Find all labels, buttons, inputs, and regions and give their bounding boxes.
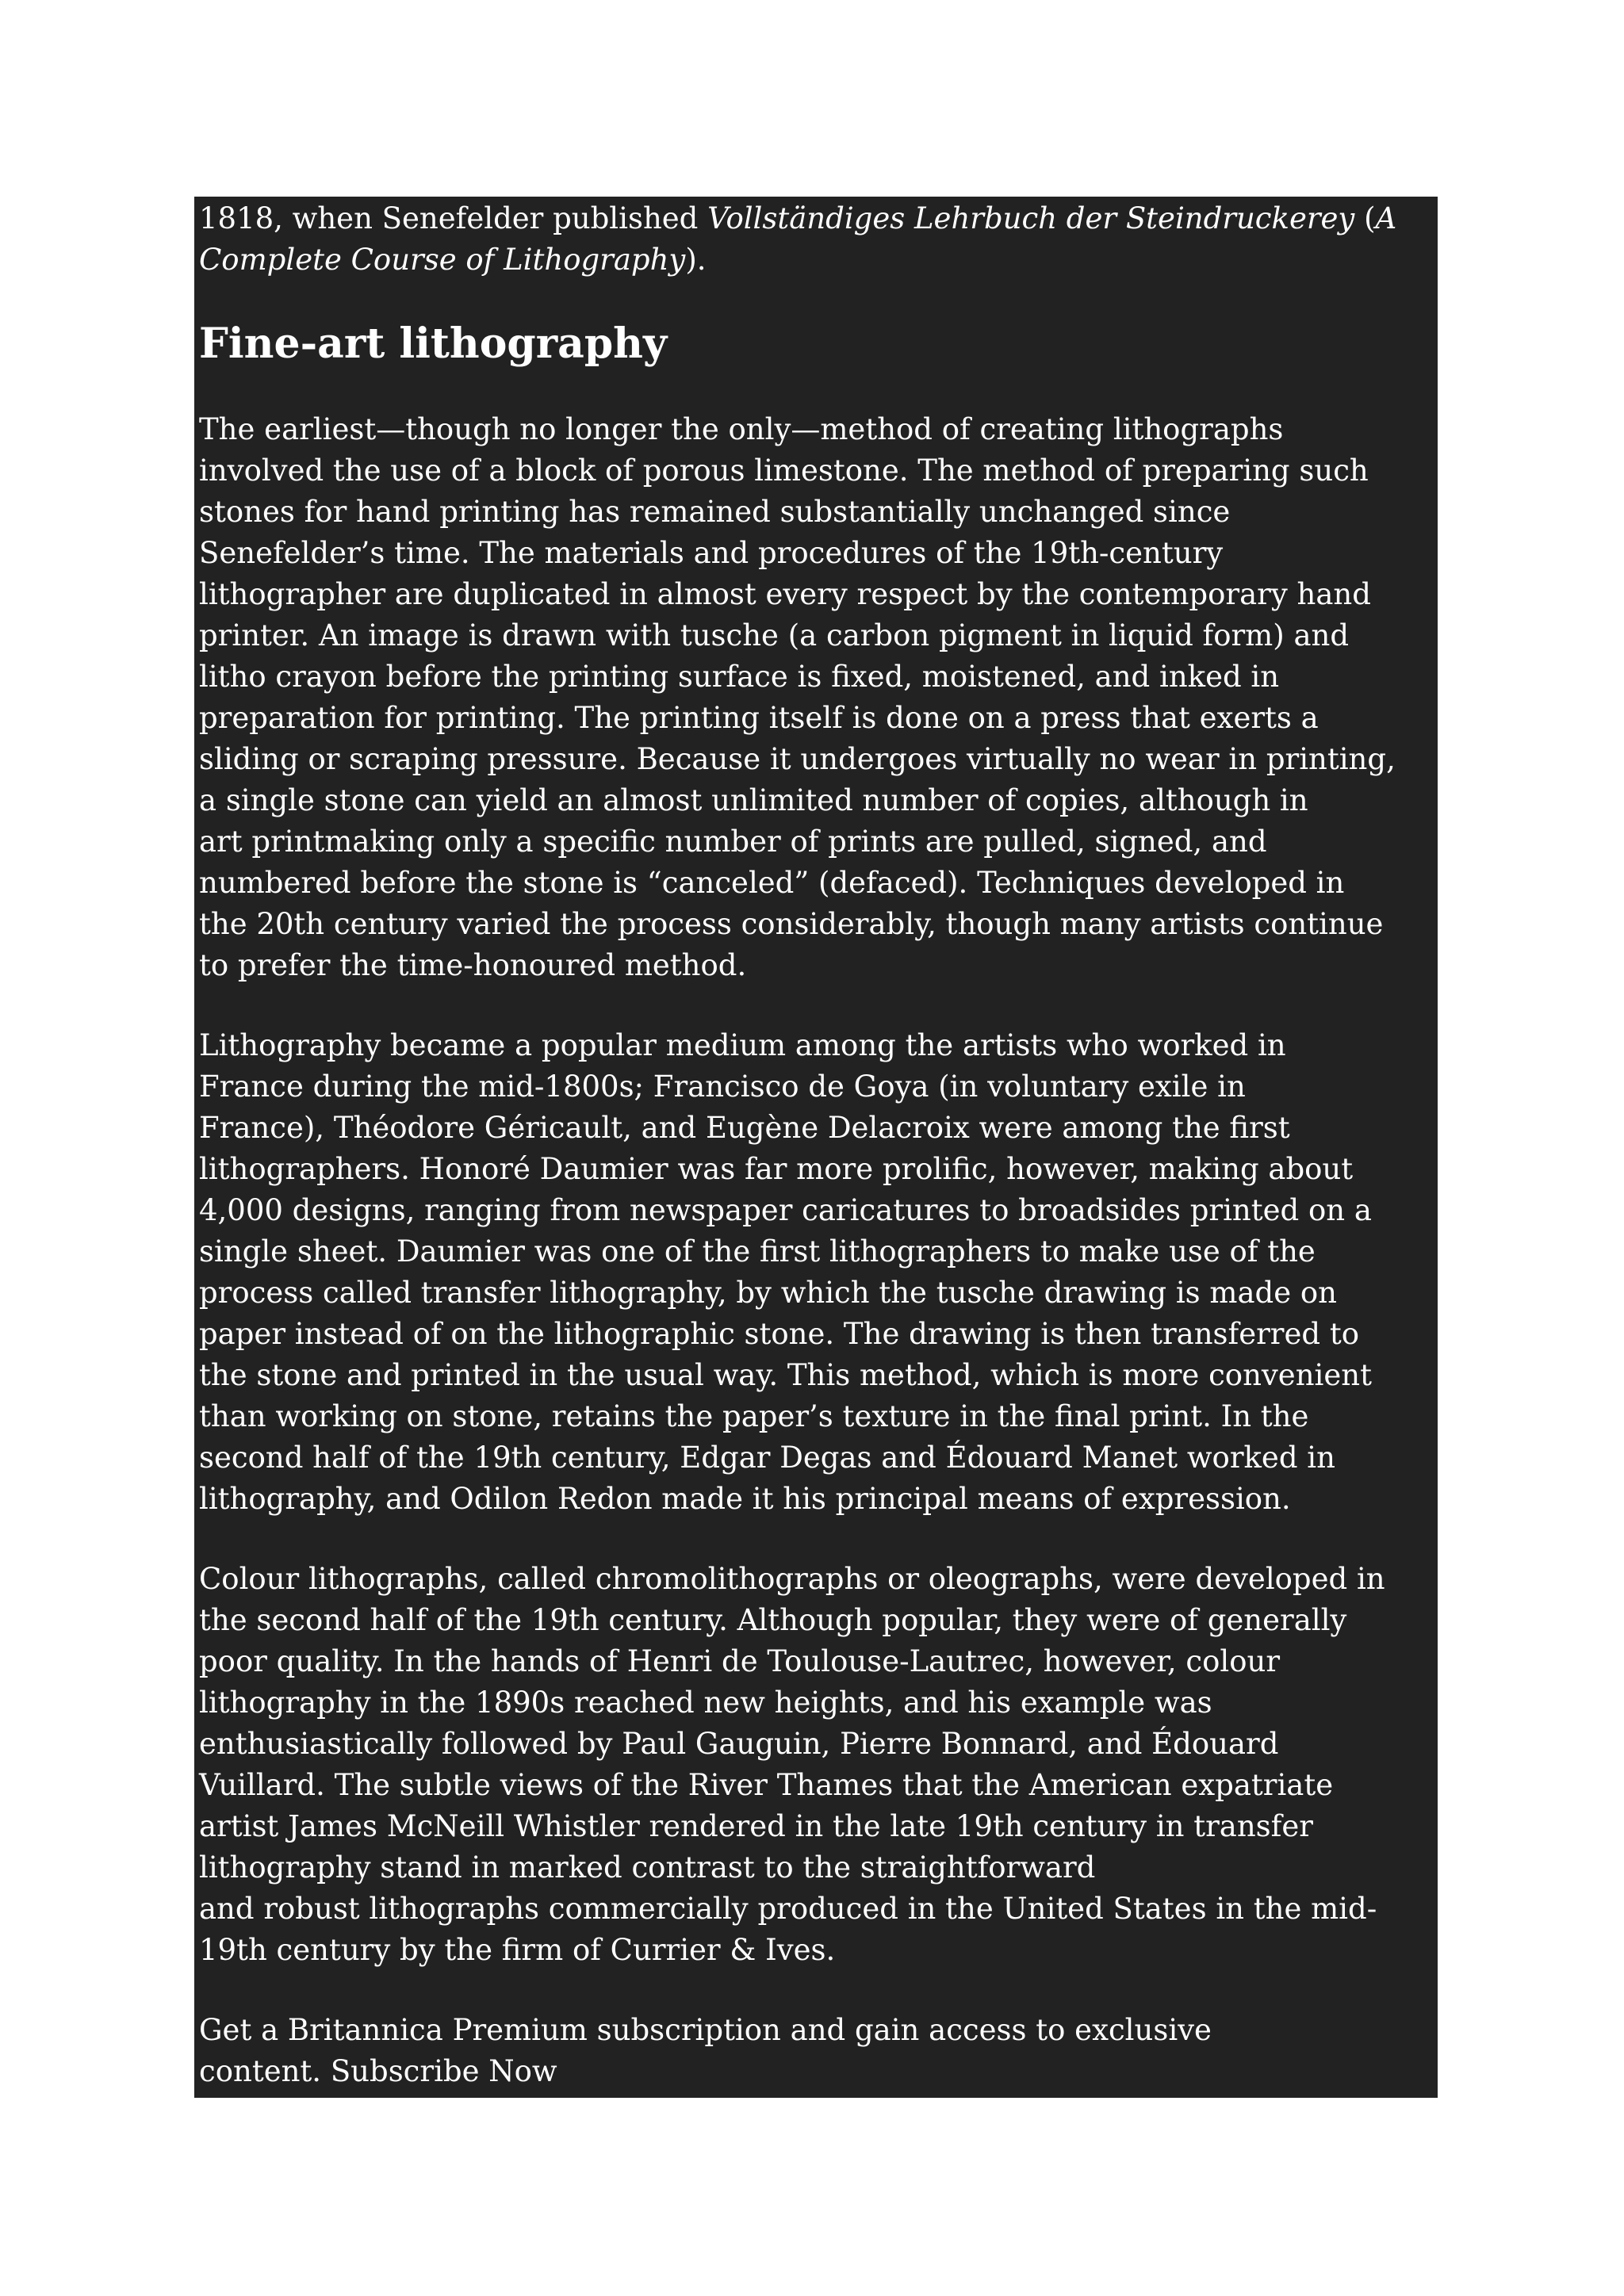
paragraph-line: Senefelder’s time. The materials and procedures of the 19th-century (199, 536, 1224, 570)
paragraph-line: poor quality. In the hands of Henri de Toulouse-Lautrec, however, colour (199, 1644, 1281, 1678)
paragraph-line: second half of the 19th century, Edgar Degas and Édouard Manet worked in (199, 1441, 1335, 1475)
intro-line-1 (199, 198, 1431, 239)
promo-line-1: Get a Britannica Premium subscription and gain access to exclusive (199, 2013, 1212, 2047)
paragraph-line: lithography stand in marked contrast to the straightforward (199, 1850, 1096, 1885)
book-subtitle-start: A (1375, 201, 1397, 235)
paragraph-line: to prefer the time-honoured method. (199, 948, 747, 982)
paragraph-line: lithography in the 1890s reached new heights, and his example was (199, 1686, 1212, 1720)
paragraph-line: process called transfer lithography, by which the tusche drawing is made on (199, 1276, 1337, 1310)
paragraph-line: The earliest—though no longer the only—method of creating lithographs (199, 412, 1284, 446)
paragraph-line: art printmaking only a specific number of prints are pulled, signed, and (199, 825, 1267, 859)
paragraph-line: paper instead of on the lithographic stone. The drawing is then transferred to (199, 1317, 1359, 1351)
paragraph-line: the stone and printed in the usual way. This method, which is more convenient (199, 1358, 1372, 1392)
promo-content-text: content. (199, 2054, 331, 2088)
paragraph-line: preparation for printing. The printing itself is done on a press that exerts a (199, 701, 1319, 735)
paragraph-line: than working on stone, retains the paper’s texture in the final print. In the (199, 1399, 1309, 1433)
paragraph-3 (199, 1559, 1431, 1971)
paragraph-line: involved the use of a block of porous limestone. The method of preparing such (199, 453, 1369, 488)
intro-paren-close: ). (685, 243, 707, 277)
paragraph-2 (199, 1025, 1431, 1520)
paragraph-line: lithographer are duplicated in almost every respect by the contemporary hand (199, 577, 1371, 611)
paragraph-line: numbered before the stone is “canceled” (defaced). Techniques developed in (199, 866, 1345, 900)
paragraph-line: single sheet. Daumier was one of the first lithographers to make use of the (199, 1234, 1316, 1269)
paragraph-1 (199, 409, 1431, 986)
paragraph-line: France), Théodore Géricault, and Eugène Delacroix were among the first (199, 1111, 1290, 1145)
intro-paren-open: ( (1354, 201, 1376, 235)
section-heading: Fine-art lithography (199, 320, 668, 368)
subscribe-now-link[interactable]: Subscribe Now (330, 2054, 557, 2088)
paragraph-line: enthusiastically followed by Paul Gauguin, Pierre Bonnard, and Édouard (199, 1727, 1279, 1761)
paragraph-line: Vuillard. The subtle views of the River Thames that the American expatriate (199, 1768, 1334, 1802)
intro-paragraph (199, 198, 1431, 281)
article-panel (194, 197, 1438, 2098)
paragraph-line: the 20th century varied the process considerably, though many artists continue (199, 907, 1384, 941)
paragraph-line: litho crayon before the printing surface is fixed, moistened, and inked in (199, 660, 1280, 694)
book-title: Vollständiges Lehrbuch der Steindruckerey (707, 201, 1355, 235)
paragraph-line: artist James McNeill Whistler rendered in the late 19th century in transfer (199, 1809, 1313, 1843)
paragraph-line: 19th century by the firm of Currier & Ives. (199, 1933, 836, 1967)
paragraph-line: the second half of the 19th century. Although popular, they were of generally (199, 1603, 1347, 1637)
paragraph-line: a single stone can yield an almost unlimited number of copies, although in (199, 783, 1308, 817)
paragraph-line: Lithography became a popular medium among the artists who worked in (199, 1028, 1286, 1062)
promo-line-2 (199, 2051, 1431, 2092)
intro-line-2 (199, 239, 1431, 281)
paragraph-line: and robust lithographs commercially produced in the United States in the mid- (199, 1892, 1377, 1926)
intro-prefix: 1818, when Senefelder published (199, 201, 708, 235)
book-subtitle-rest: Complete Course of Lithography (199, 243, 686, 277)
paragraph-line: lithography, and Odilon Redon made it his principal means of expression. (199, 1482, 1291, 1516)
paragraph-line: sliding or scraping pressure. Because it undergoes virtually no wear in printing, (199, 742, 1396, 776)
paragraph-line: printer. An image is drawn with tusche (a carbon pigment in liquid form) and (199, 618, 1350, 652)
paragraph-line: Colour lithographs, called chromolithographs or oleographs, were developed in (199, 1562, 1385, 1596)
paragraph-line: France during the mid-1800s; Francisco de Goya (in voluntary exile in (199, 1070, 1246, 1104)
promo-paragraph (199, 2010, 1431, 2092)
paragraph-line: stones for hand printing has remained substantially unchanged since (199, 495, 1231, 529)
paragraph-line: lithographers. Honoré Daumier was far more prolific, however, making about (199, 1152, 1354, 1186)
paragraph-line: 4,000 designs, ranging from newspaper caricatures to broadsides printed on a (199, 1193, 1372, 1227)
